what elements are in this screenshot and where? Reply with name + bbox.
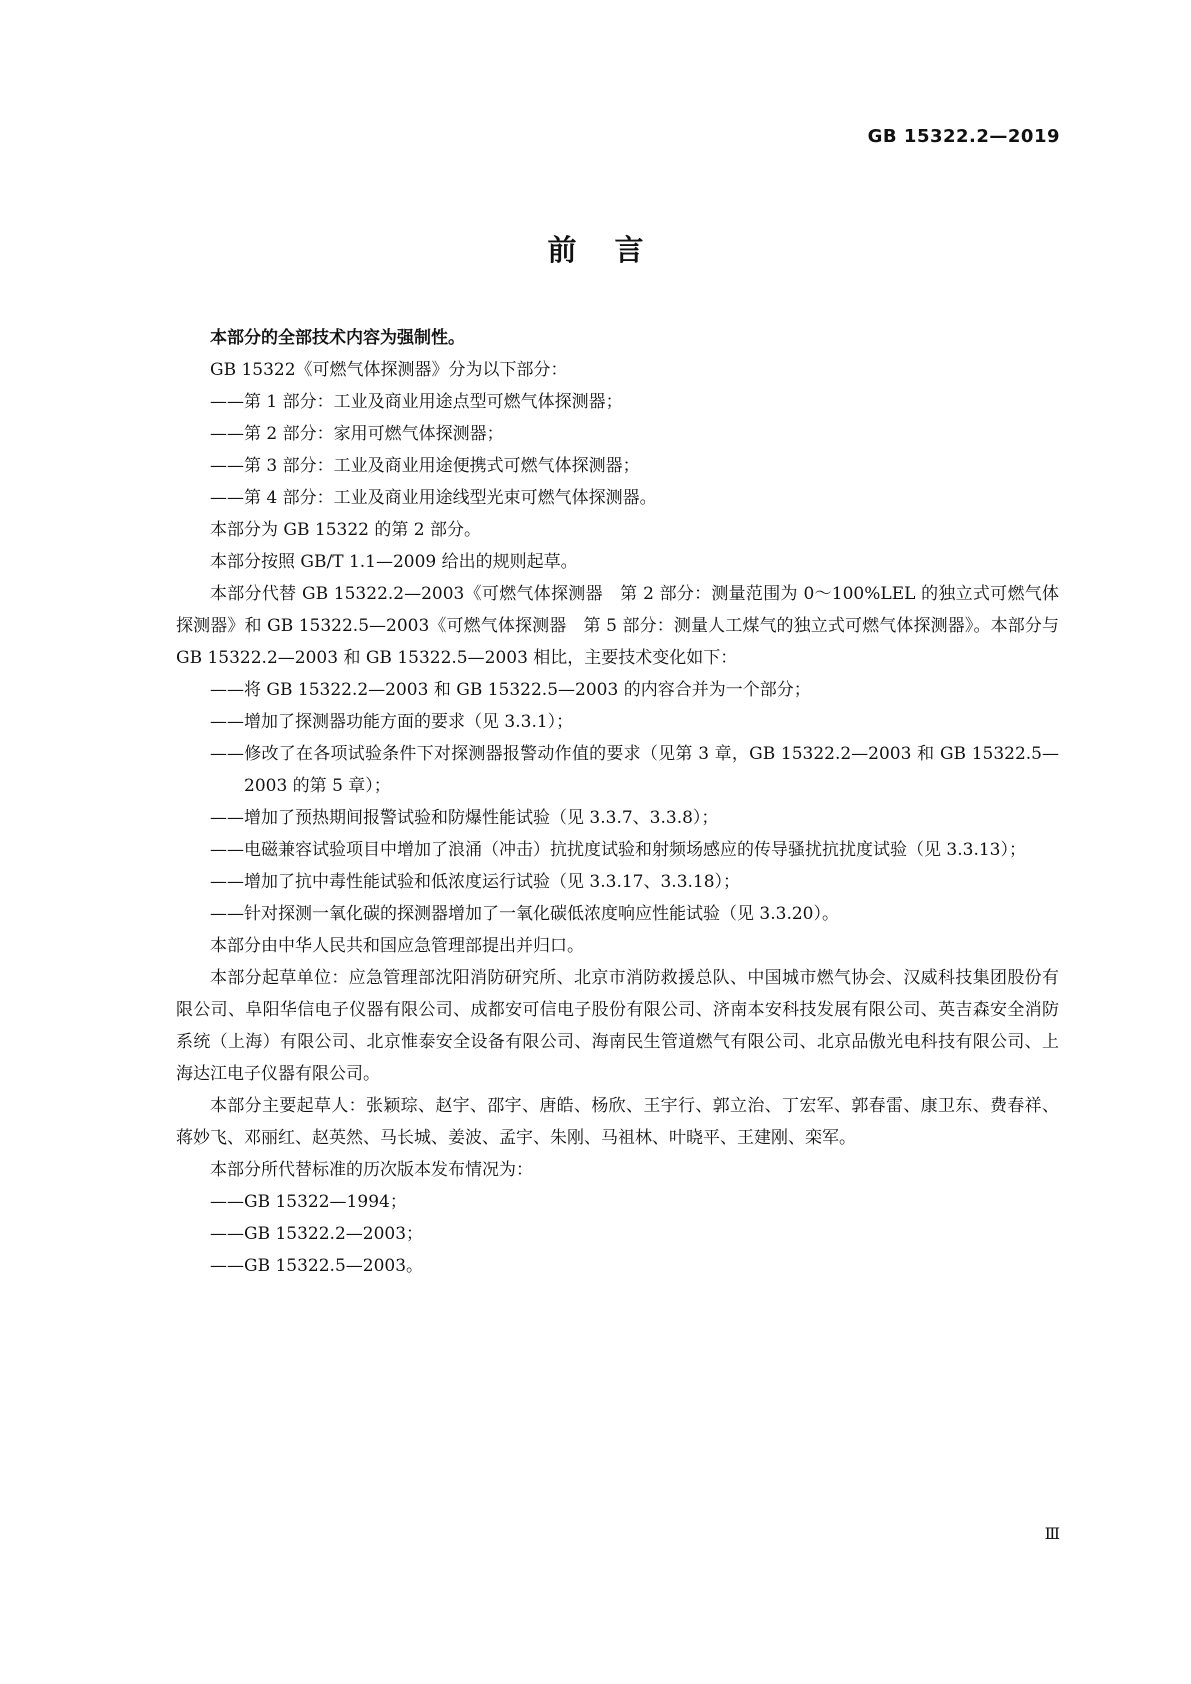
list-item-change-emc: ——电磁兼容试验项目中增加了浪涌（冲击）抗扰度试验和射频场感应的传导骚扰抗扰度试验（见 3.3.13）； xyxy=(210,840,1026,860)
list-item-change-co: ——针对探测一氧化碳的探测器增加了一氧化碳低浓度响应性能试验（见 3.3.20）。 xyxy=(210,904,839,924)
list-item-history-1994: ——GB 15322—1994； xyxy=(210,1192,407,1212)
paragraph-this-part: 本部分为 GB 15322 的第 2 部分。 xyxy=(210,520,481,540)
list-item-change-preheat: ——增加了预热期间报警试验和防爆性能试验（见 3.3.7、3.3.8）； xyxy=(210,808,719,828)
paragraph-drafting-units: 本部分起草单位：应急管理部沈阳消防研究所、北京市消防救援总队、中国城市燃气协会、汉威科技集团股份有限公司、阜阳华信电子仪器有限公司、成都安可信电子股份有限公司、济南本安科技发展有限公司、英吉森安全消防系统（上海）有限公司、北京惟泰安全设备有限公司、海南民生管道燃气有限公司、北京品傲光电科技有限公司、上海达江电子仪器有限公司。 xyxy=(176,968,1059,1084)
paragraph-proposer: 本部分由中华人民共和国应急管理部提出并归口。 xyxy=(210,936,584,956)
foreword-body xyxy=(176,322,1059,1282)
list-item-history-2003-5: ——GB 15322.5—2003。 xyxy=(210,1256,424,1276)
paragraph-drafting-rules: 本部分按照 GB/T 1.1—2009 给出的规则起草。 xyxy=(210,552,578,572)
list-item-part-3: ——第 3 部分：工业及商业用途便携式可燃气体探测器； xyxy=(210,456,640,476)
paragraph-drafters: 本部分主要起草人：张颖琮、赵宇、邵宇、唐皓、杨欣、王宇行、郭立治、丁宏军、郭春雷、康卫东、费春祥、蒋妙飞、邓丽红、赵英然、马长城、姜波、孟宇、朱刚、马祖林、叶晓平、王建刚、栾军。 xyxy=(176,1096,1059,1148)
list-item-change-alarm: ——修改了在各项试验条件下对探测器报警动作值的要求（见第 3 章，GB 15322.2—2003 和 GB 15322.5—2003 的第 5 章）； xyxy=(210,744,1059,796)
paragraph-history-intro: 本部分所代替标准的历次版本发布情况为： xyxy=(210,1160,533,1180)
page-number: Ⅲ xyxy=(1044,1524,1060,1543)
paragraph-replacement: 本部分代替 GB 15322.2—2003《可燃气体探测器 第 2 部分：测量范围为 0～100%LEL 的独立式可燃气体探测器》和 GB 15322.5—2003《可燃气体探测器 第 5 部分：测量人工煤气的独立式可燃气体探测器》。本部分与 GB 15322.2—2003 和 GB 15322.5—2003 相比，主要技术变化如下： xyxy=(176,584,1059,668)
paragraph-parts-intro: GB 15322《可燃气体探测器》分为以下部分： xyxy=(210,360,568,380)
list-item-change-merge: ——将 GB 15322.2—2003 和 GB 15322.5—2003 的内容合并为一个部分； xyxy=(210,680,811,700)
page-title: 前言 xyxy=(547,233,682,267)
list-item-change-poison: ——增加了抗中毒性能试验和低浓度运行试验（见 3.3.17、3.3.18）； xyxy=(210,872,741,892)
list-item-part-2: ——第 2 部分：家用可燃气体探测器； xyxy=(210,424,504,444)
list-item-change-function: ——增加了探测器功能方面的要求（见 3.3.1）； xyxy=(210,712,574,732)
list-item-part-1: ——第 1 部分：工业及商业用途点型可燃气体探测器； xyxy=(210,392,623,412)
mandatory-statement: 本部分的全部技术内容为强制性。 xyxy=(210,328,465,348)
standard-code: GB 15322.2—2019 xyxy=(867,126,1060,147)
list-item-part-4: ——第 4 部分：工业及商业用途线型光束可燃气体探测器。 xyxy=(210,488,657,508)
list-item-history-2003-2: ——GB 15322.2—2003； xyxy=(210,1224,424,1244)
